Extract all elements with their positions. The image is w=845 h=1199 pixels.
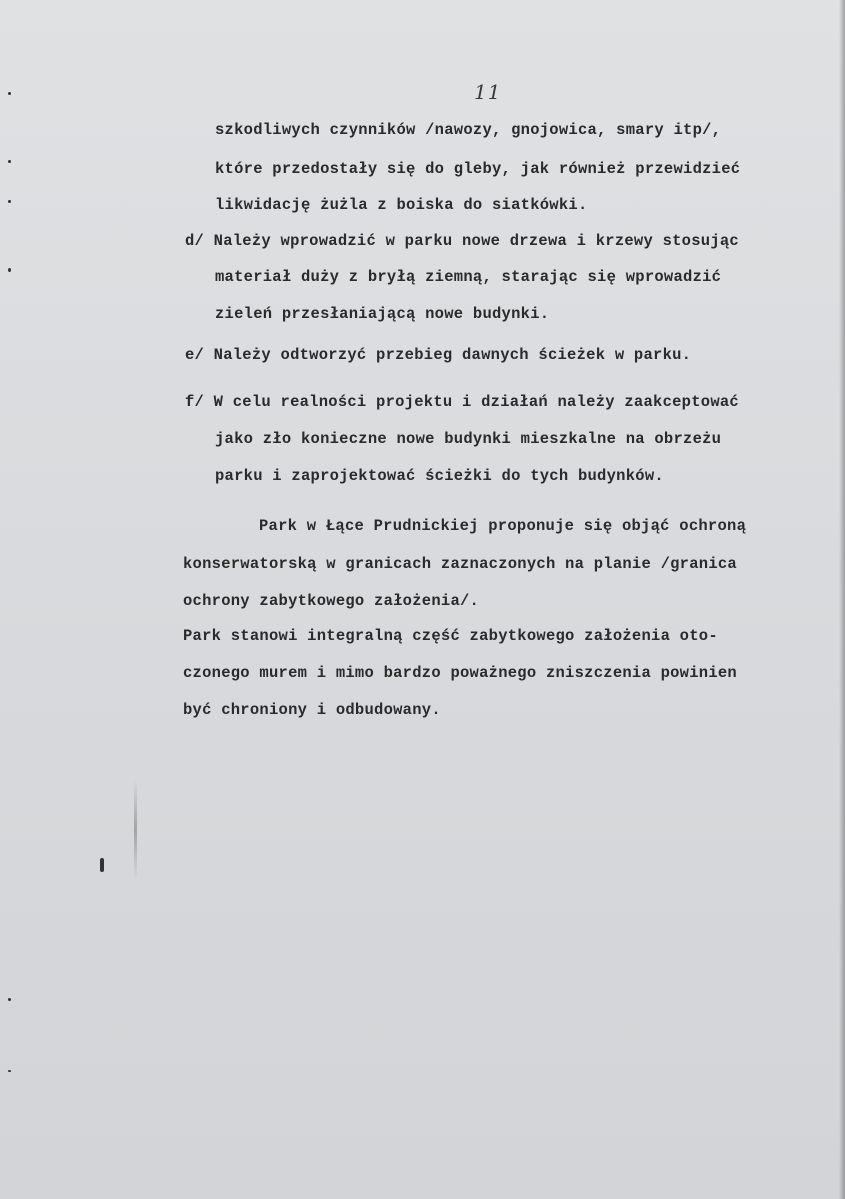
text-line: czonego murem i mimo bardzo poważnego zniszczenia powinien xyxy=(183,664,737,682)
punch-mark xyxy=(8,92,11,95)
text-line: które przedostały się do gleby, jak również przewidzieć xyxy=(215,160,741,178)
text-line: Park stanowi integralną część zabytkowego założenia oto- xyxy=(183,627,718,645)
text-line: Park w Łące Prudnickiej proponuje się objąć ochroną xyxy=(259,517,747,535)
text-line: konserwatorską w granicach zaznaczonych na planie /granica xyxy=(183,555,737,573)
text-line: f/ W celu realności projektu i działań należy zaakceptować xyxy=(185,393,739,411)
page-edge-shadow xyxy=(839,0,845,1199)
punch-mark xyxy=(8,200,11,203)
punch-mark xyxy=(8,160,11,163)
fold-mark xyxy=(134,780,137,880)
text-line: d/ Należy wprowadzić w parku nowe drzewa i krzewy stosując xyxy=(185,232,739,250)
page-number: 11 xyxy=(474,80,502,104)
text-line: szkodliwych czynników /nawozy, gnojowica, smary itp/, xyxy=(215,121,722,139)
text-line: likwidację żużla z boiska do siatkówki. xyxy=(215,196,588,214)
text-line: jako zło konieczne nowe budynki mieszkalne na obrzeżu xyxy=(215,430,722,448)
punch-mark xyxy=(8,998,11,1001)
punch-mark xyxy=(8,268,11,272)
punch-mark xyxy=(100,858,104,872)
text-line: materiał duży z bryłą ziemną, starając się wprowadzić xyxy=(215,268,722,286)
text-line: zieleń przesłaniającą nowe budynki. xyxy=(215,305,550,323)
text-line: parku i zaprojektować ścieżki do tych budynków. xyxy=(215,467,664,485)
text-line: ochrony zabytkowego założenia/. xyxy=(183,592,480,610)
text-line: e/ Należy odtworzyć przebieg dawnych ścieżek w parku. xyxy=(185,346,692,364)
punch-mark xyxy=(8,1070,11,1072)
text-line: być chroniony i odbudowany. xyxy=(183,701,441,719)
